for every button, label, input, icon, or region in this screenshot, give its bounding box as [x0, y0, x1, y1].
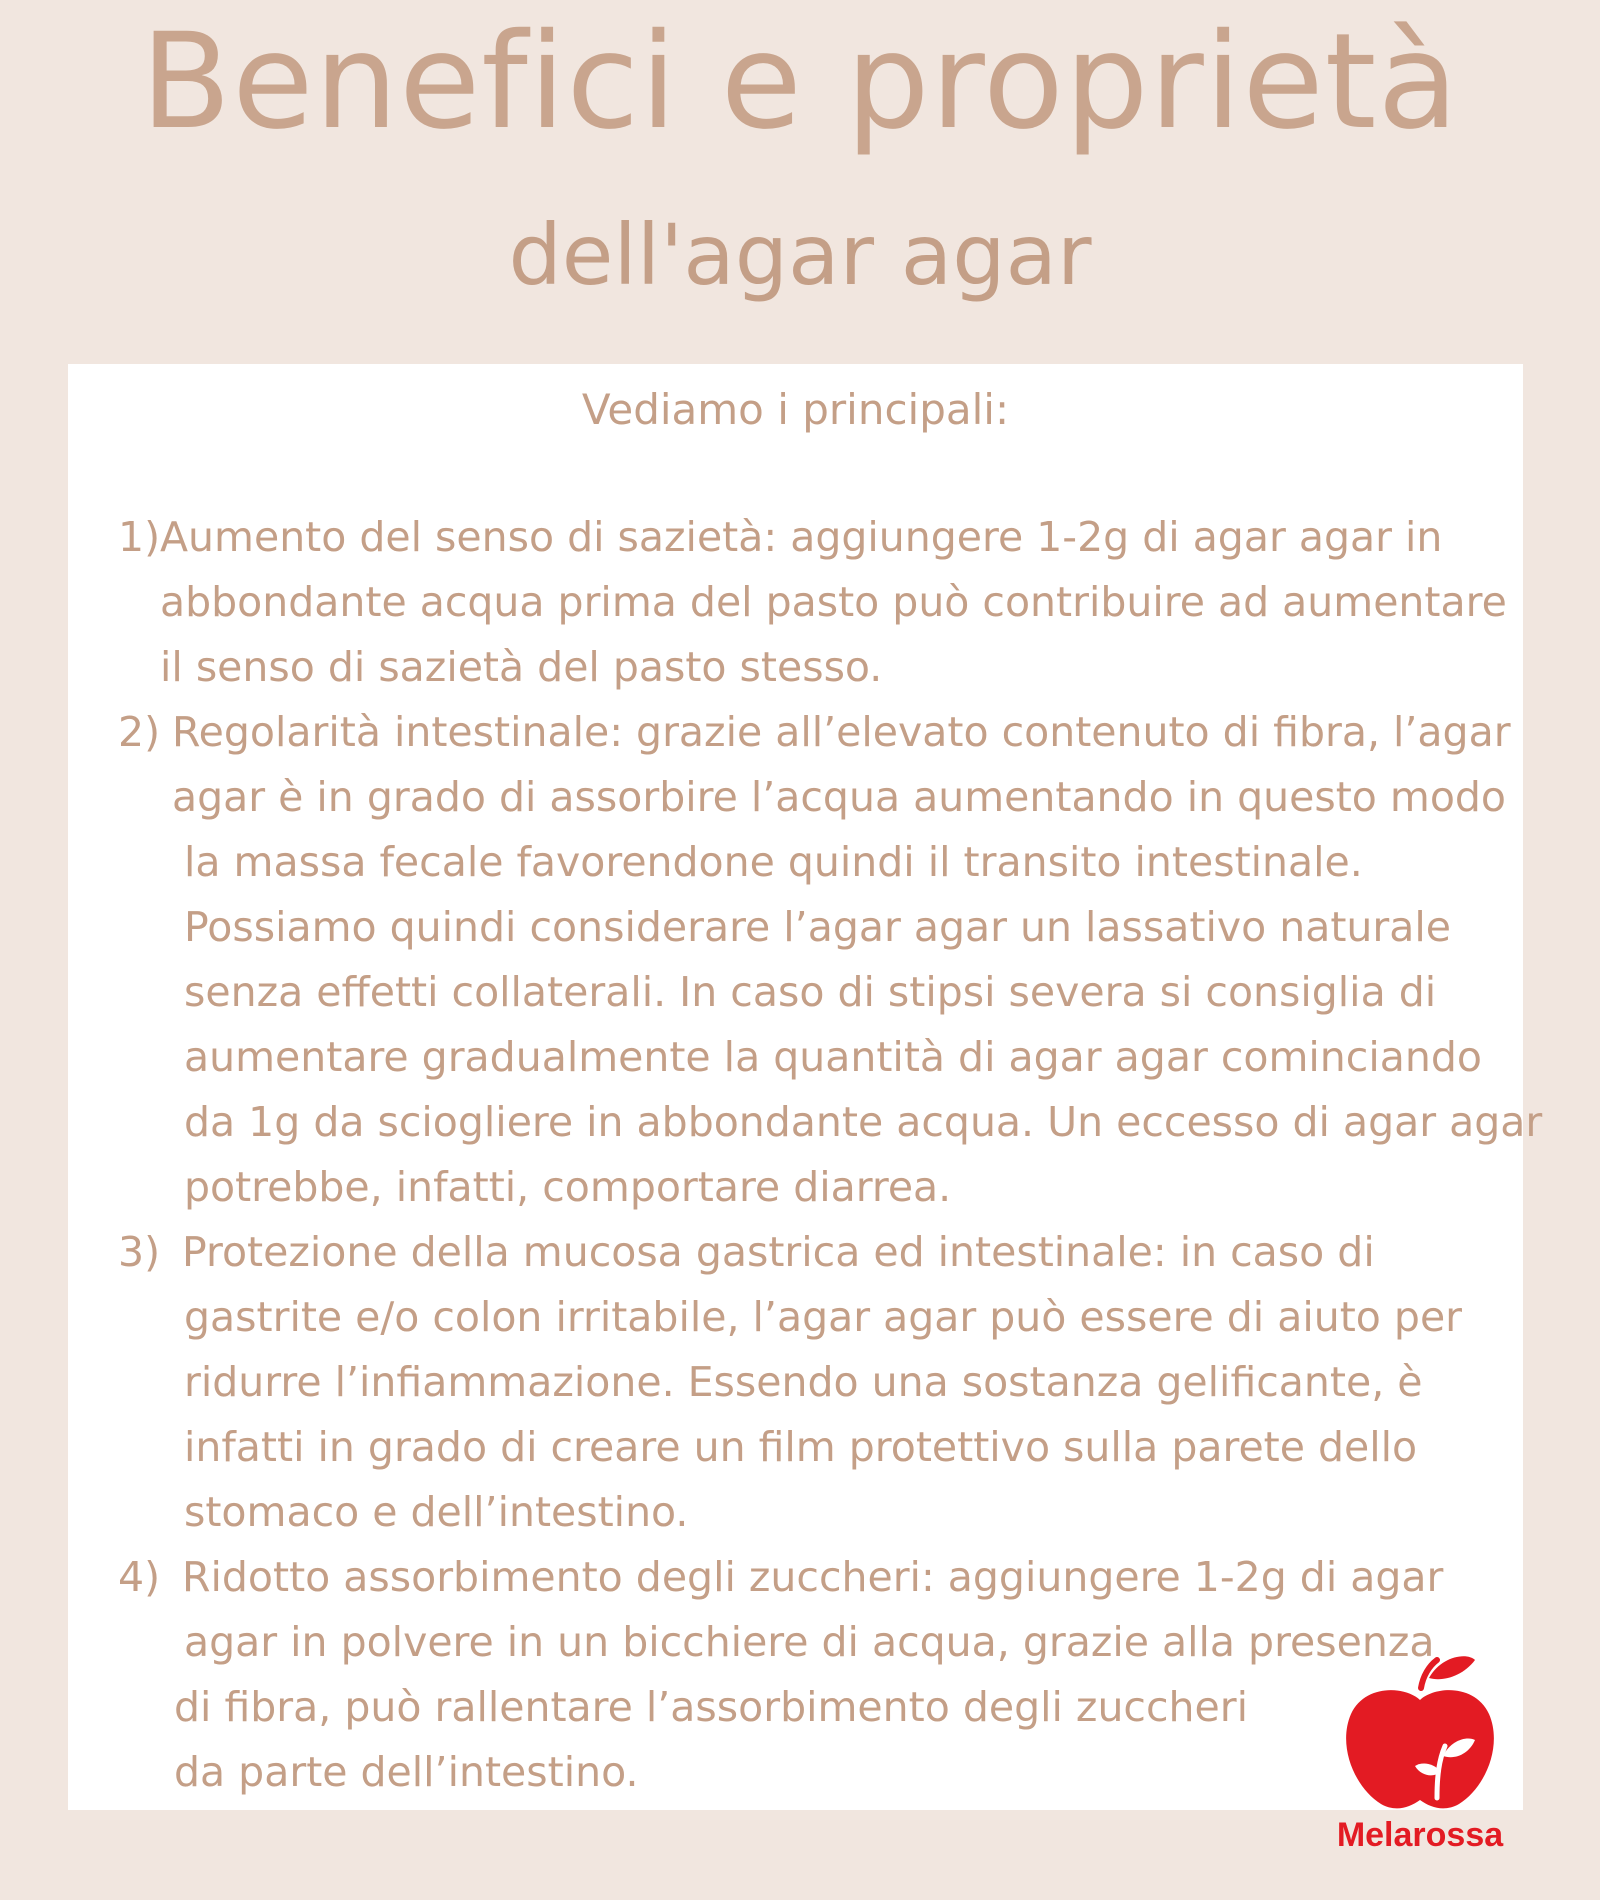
item-line: di fibra, può rallentare l’assorbimento degli zuccheri — [174, 1683, 1248, 1731]
item-line: da parte dell’intestino. — [174, 1748, 639, 1796]
item-line: Aumento del senso di sazietà: aggiungere 1-2g di agar agar in — [160, 513, 1443, 561]
page-subtitle: dell'agar agar — [508, 206, 1092, 304]
item-number: 2) — [118, 708, 161, 756]
item-line: potrebbe, infatti, comportare diarrea. — [184, 1163, 952, 1211]
item-line: Ridotto assorbimento degli zuccheri: aggiungere 1-2g di agar — [182, 1553, 1444, 1601]
item-line: abbondante acqua prima del pasto può contribuire ad aumentare — [160, 578, 1507, 626]
item-number: 1) — [118, 513, 161, 561]
item-line: aumentare gradualmente la quantità di agar agar cominciando — [184, 1033, 1482, 1081]
apple-icon — [1325, 1648, 1515, 1813]
item-line: il senso di sazietà del pasto stesso. — [160, 643, 883, 691]
item-line: infatti in grado di creare un film protettivo sulla parete dello — [184, 1423, 1418, 1471]
item-line: da 1g da sciogliere in abbondante acqua. Un eccesso di agar agar — [184, 1098, 1543, 1146]
brand-logo — [1325, 1648, 1515, 1858]
brand-name: Melarossa — [1336, 1816, 1504, 1854]
list-item-2 — [118, 700, 1543, 1220]
content-card — [68, 364, 1543, 1810]
list-item-4 — [118, 1545, 1498, 1805]
item-number: 4) — [118, 1553, 161, 1601]
item-number: 3) — [118, 1228, 161, 1276]
item-line: Regolarità intestinale: grazie all’elevato contenuto di fibra, l’agar — [172, 708, 1511, 756]
item-line: gastrite e/o colon irritabile, l’agar agar può essere di aiuto per — [184, 1293, 1463, 1341]
item-line: senza effetti collaterali. In caso di stipsi severa si consiglia di — [184, 968, 1437, 1016]
page-title: Benefici e proprietà — [140, 5, 1460, 159]
item-line: ridurre l’infiammazione. Essendo una sostanza gelificante, è — [184, 1358, 1423, 1406]
list-item-3 — [118, 1220, 1498, 1545]
item-line: la massa fecale favorendone quindi il transito intestinale. — [184, 838, 1363, 886]
item-line: agar è in grado di assorbire l’acqua aumentando in questo modo — [172, 773, 1507, 821]
intro-text: Vediamo i principali: — [581, 385, 1010, 434]
item-line: agar in polvere in un bicchiere di acqua, grazie alla presenza — [184, 1618, 1435, 1666]
item-line: stomaco e dell’intestino. — [184, 1488, 689, 1536]
item-line: Possiamo quindi considerare l’agar agar un lassativo naturale — [184, 903, 1452, 951]
item-line: Protezione della mucosa gastrica ed intestinale: in caso di — [182, 1228, 1375, 1276]
list-item-1 — [118, 505, 1507, 700]
